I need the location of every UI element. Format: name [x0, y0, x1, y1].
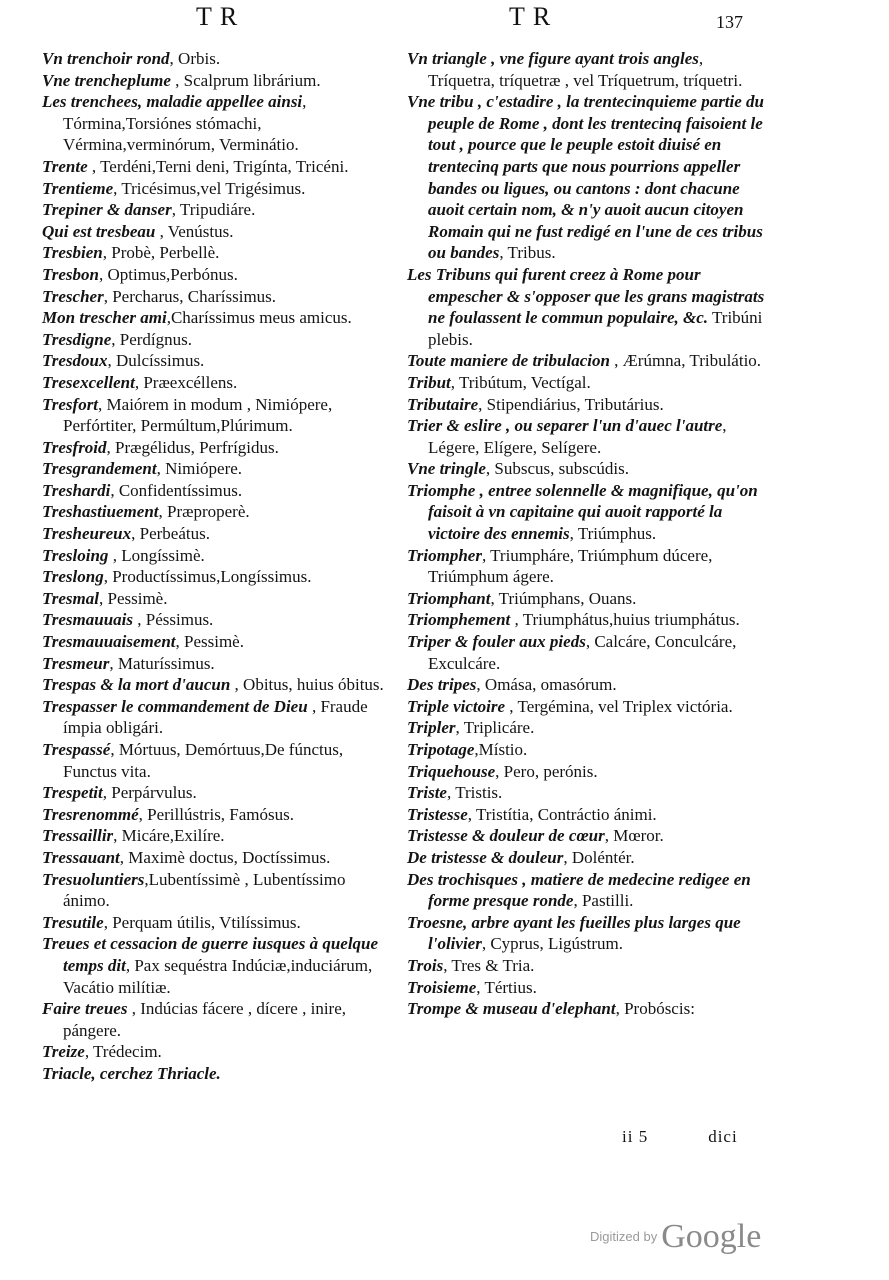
dictionary-entry	[407, 631, 769, 674]
latin-equivalent: Obitus, huius óbitus.	[243, 675, 384, 695]
french-headword: Triomphant	[407, 588, 491, 608]
french-headword: Tresuoluntiers	[42, 869, 145, 889]
french-headword: Tripotage	[407, 740, 475, 759]
dictionary-entry	[42, 825, 387, 847]
entry-separator: ,	[119, 847, 129, 867]
french-headword: Triomphement	[407, 610, 511, 630]
dictionary-entry	[407, 674, 769, 696]
french-headword: Treshardi	[42, 480, 111, 500]
dictionary-entry	[42, 912, 387, 934]
dictionary-entry	[407, 458, 769, 480]
entry-separator: ,	[111, 329, 120, 349]
french-headword: Vn triangle , vne figure ayant trois angles	[407, 49, 699, 68]
entry-separator: ,	[615, 999, 625, 1019]
dictionary-entry	[42, 696, 387, 739]
entry-separator: ,	[155, 221, 168, 241]
french-headword: Treshastiuement	[42, 502, 159, 522]
latin-equivalent: Triúmphans, Ouans.	[498, 588, 637, 608]
dictionary-entry	[42, 458, 387, 480]
latin-equivalent: Tricésimus,vel Trigésimus.	[121, 178, 306, 198]
latin-equivalent: Omása, omasórum.	[484, 675, 617, 695]
dictionary-entry	[407, 91, 769, 264]
french-headword: Triomphe , entree solennelle & magnifique, qu'on faisoit à vn capitaine qui auoit rapporté la victoire des ennemis	[407, 480, 758, 544]
dictionary-entry	[42, 264, 387, 286]
entry-separator: ,	[98, 588, 108, 608]
latin-equivalent: Scalprum librárium.	[183, 70, 321, 90]
latin-equivalent: Percharus, Charíssimus.	[112, 286, 277, 306]
entry-separator: ,	[474, 740, 479, 759]
french-headword: Trentieme	[42, 178, 114, 198]
dictionary-entry	[407, 48, 769, 91]
latin-equivalent: Perbeátus.	[139, 524, 210, 544]
french-headword: Faire treues	[42, 999, 128, 1019]
french-headword: Trespasser le commandement de Dieu	[42, 696, 308, 716]
entry-separator: ,	[102, 783, 112, 803]
entry-separator: ,	[446, 783, 456, 803]
entry-separator: ,	[87, 156, 101, 176]
right-column	[407, 48, 769, 1020]
latin-equivalent: Longíssimè.	[121, 545, 205, 565]
entry-separator: ,	[510, 610, 523, 630]
french-headword: Tresheureux	[42, 524, 132, 544]
dictionary-entry	[42, 674, 387, 696]
dictionary-entry	[42, 221, 387, 243]
entry-separator: ,	[609, 351, 623, 371]
entry-separator: ,	[134, 372, 144, 392]
signature-mark: ii 5	[622, 1127, 649, 1146]
dictionary-entry	[407, 955, 769, 977]
latin-equivalent: Calcáre, Conculcáre, Exculcáre.	[428, 632, 737, 673]
dictionary-entry	[407, 372, 769, 394]
french-headword: Tresmauuaisement	[42, 632, 176, 652]
latin-equivalent: Indúcias fácere , dícere , inire, pángere.	[63, 999, 347, 1040]
french-headword: Toute maniere de tribulacion	[407, 351, 610, 371]
running-head-right: TR	[509, 2, 559, 31]
latin-equivalent: Trédecim.	[93, 1042, 162, 1062]
dictionary-entry	[42, 869, 387, 912]
entry-separator: ,	[476, 977, 485, 997]
latin-equivalent: Productíssimus,Longíssimus.	[112, 567, 312, 587]
entry-separator: ,	[98, 394, 107, 414]
latin-equivalent: Terdéni,Terni deni, Trigínta, Tricéni.	[100, 156, 349, 176]
latin-equivalent: Tres & Tria.	[451, 955, 535, 975]
french-headword: Tripler	[407, 718, 456, 738]
latin-equivalent: Probóscis:	[624, 999, 695, 1019]
dictionary-entry	[407, 609, 769, 631]
entry-separator: ,	[113, 178, 122, 198]
latin-equivalent: Mœror.	[613, 826, 664, 846]
latin-equivalent: Orbis.	[178, 49, 221, 68]
latin-equivalent: Nimiópere.	[165, 459, 243, 479]
french-headword: Treize	[42, 1042, 85, 1062]
french-headword: Des tripes	[407, 675, 477, 695]
french-headword: Tresrenommé	[42, 804, 139, 824]
entry-separator: ,	[103, 286, 113, 306]
dictionary-entry	[42, 804, 387, 826]
latin-equivalent: Micáre,Exilíre.	[121, 826, 225, 846]
running-head-left: TR	[196, 2, 246, 31]
entry-separator: ,	[127, 999, 141, 1019]
latin-equivalent: Tristis.	[455, 783, 503, 803]
watermark-small-text: Digitized by	[590, 1229, 658, 1244]
left-column	[42, 48, 387, 1085]
french-headword: Tresbien	[42, 243, 103, 263]
dictionary-entry	[42, 545, 387, 567]
french-headword: Tresmauuais	[42, 610, 134, 630]
french-headword: Tresgrandement	[42, 459, 157, 479]
catchword: dici	[708, 1127, 738, 1146]
french-headword: Troesne, arbre ayant les fueilles plus larges que l'olivier	[407, 912, 741, 954]
dictionary-entry	[42, 242, 387, 264]
entry-separator: ,	[131, 524, 140, 544]
latin-equivalent: Tértius.	[484, 977, 537, 997]
latin-equivalent: Maiórem in modum , Nimiópere, Perfórtiter, Permúltum,Plúrimum.	[63, 394, 333, 436]
latin-equivalent: Triumphátus,huius triumphátus.	[522, 610, 740, 630]
latin-equivalent: Tribus.	[507, 243, 556, 263]
dictionary-entry	[407, 977, 769, 999]
latin-equivalent: Stipendiárius, Tributárius.	[486, 394, 664, 414]
latin-equivalent: Pero, perónis.	[503, 761, 598, 781]
dictionary-entry	[407, 912, 769, 955]
latin-equivalent: Triúmphus.	[577, 524, 657, 544]
entry-separator: ,	[156, 459, 166, 479]
dictionary-entry	[42, 437, 387, 459]
entry-separator: ,	[84, 1042, 94, 1062]
french-headword: Trente	[42, 156, 88, 176]
entry-separator: ,	[107, 351, 116, 371]
french-headword: Vne tribu , c'estadire , la trentecinquieme partie du peuple de Rome , dont les trentecinq faisoient le tout , pource que le peuple estoit diuisé en trentecinq parts que nous pourrions appeller bandes ou ligues, ou cantons : dont chacune auoit certain nom, & n'y auoit aucun citoyen Romain qui ne fust redigé en l'une de ces tribus ou bandes	[407, 92, 764, 263]
latin-equivalent: Perdígnus.	[119, 329, 193, 349]
dictionary-entry	[42, 523, 387, 545]
french-headword: Qui est tresbeau	[42, 221, 156, 241]
french-headword: Tresutile	[42, 912, 104, 932]
latin-equivalent: Doléntér.	[571, 847, 635, 867]
dictionary-entry	[407, 415, 769, 458]
french-headword: Tristesse	[407, 804, 468, 824]
latin-equivalent: Confidentíssimus.	[118, 480, 243, 500]
entry-separator: ,	[110, 480, 119, 500]
dictionary-entry	[407, 264, 769, 350]
dictionary-entry	[42, 178, 387, 200]
dictionary-entry	[407, 847, 769, 869]
french-headword: Tresexcellent	[42, 372, 135, 392]
french-headword: Triompher	[407, 545, 482, 565]
entry-separator: ,	[481, 545, 491, 565]
french-headword: De tristesse & douleur	[407, 847, 564, 867]
dictionary-entry	[407, 761, 769, 783]
latin-equivalent: Prægélidus, Perfrígidus.	[115, 437, 279, 457]
french-headword: Triquehouse	[407, 761, 496, 781]
dictionary-entry	[407, 350, 769, 372]
dictionary-entry	[42, 480, 387, 502]
entry-separator: ,	[171, 200, 180, 220]
entry-separator: ,	[569, 524, 578, 544]
entry-separator: ,	[499, 243, 508, 263]
latin-equivalent: Optimus,Perbónus.	[107, 264, 238, 284]
dictionary-entry	[42, 588, 387, 610]
entry-separator: ,	[302, 92, 307, 112]
entry-separator: ,	[478, 394, 487, 414]
dictionary-entry	[407, 739, 769, 761]
entry-separator: ,	[722, 416, 727, 436]
entry-separator: ,	[113, 826, 122, 846]
entry-separator: ,	[108, 545, 122, 565]
digitization-watermark	[590, 1218, 761, 1256]
french-headword: Trespassé	[42, 740, 111, 759]
latin-equivalent: Subscus, subscúdis.	[494, 459, 629, 479]
french-headword: Trois	[407, 955, 444, 975]
latin-equivalent: Tripudiáre.	[179, 200, 256, 220]
french-headword: Tresbon	[42, 264, 99, 284]
entry-separator: ,	[103, 567, 113, 587]
french-headword: Tribut	[407, 372, 451, 392]
latin-equivalent: Pax sequéstra Indúciæ,induciárum, Vacátio milítiæ.	[63, 955, 373, 997]
entry-separator: ,	[490, 588, 499, 608]
latin-equivalent: Cyprus, Ligústrum.	[490, 934, 624, 954]
dictionary-entry	[42, 782, 387, 804]
french-headword: Trier & eslire , ou separer l'un d'auec l'autre	[407, 416, 723, 436]
entry-separator: ,	[485, 459, 495, 479]
entry-separator: ,	[170, 70, 184, 90]
french-headword: Mon trescher ami	[42, 308, 167, 328]
french-headword: Tristesse & douleur de cœur	[407, 826, 605, 846]
latin-equivalent: Perpárvulus.	[111, 783, 197, 803]
entry-separator: ,	[103, 912, 113, 932]
latin-equivalent: Tristítia, Contráctio ánimi.	[475, 804, 657, 824]
dictionary-entry	[42, 1063, 387, 1085]
dictionary-entry	[42, 1041, 387, 1063]
french-headword: Troisieme	[407, 977, 477, 997]
latin-equivalent: Maturíssimus.	[117, 653, 215, 673]
entry-separator: ,	[573, 891, 582, 911]
latin-equivalent: Maximè doctus, Doctíssimus.	[128, 847, 331, 867]
entry-separator: ,	[455, 718, 464, 738]
dictionary-entry	[407, 394, 769, 416]
dictionary-entry	[407, 998, 769, 1020]
french-headword: Tresmeur	[42, 653, 110, 673]
dictionary-entry	[42, 609, 387, 631]
entry-separator: ,	[138, 804, 148, 824]
dictionary-entry	[42, 847, 387, 869]
latin-equivalent: Tergémina, vel Triplex victória.	[517, 696, 733, 716]
dictionary-entry	[42, 631, 387, 653]
dictionary-entry	[42, 91, 387, 156]
french-headword: Triple victoire	[407, 696, 506, 716]
dictionary-entry	[42, 501, 387, 523]
entry-separator: ,	[169, 49, 179, 68]
watermark-logo-text: Google	[661, 1218, 762, 1255]
latin-equivalent: Triumpháre, Triúmphum dúcere, Triúmphum ágere.	[428, 545, 713, 587]
latin-equivalent: Præproperè.	[167, 502, 250, 522]
latin-equivalent: Lubentíssimè , Lubentíssimo ánimo.	[63, 869, 346, 911]
french-headword: Des trochisques , matiere de medecine redigee en forme presque ronde	[407, 869, 751, 911]
entry-separator: ,	[230, 675, 244, 695]
french-headword: Tresdoux	[42, 351, 108, 371]
french-headword: Tresfroid	[42, 437, 107, 457]
latin-equivalent: Pessimè.	[107, 588, 168, 608]
french-headword: Triste	[407, 783, 447, 803]
dictionary-entry	[42, 48, 387, 70]
latin-equivalent: Légere, Elígere, Selígere.	[428, 437, 602, 457]
latin-equivalent: Pastilli.	[581, 891, 634, 911]
dictionary-entry	[42, 372, 387, 394]
page-number: 137	[716, 12, 743, 32]
french-headword: Tresloing	[42, 545, 109, 565]
french-headword: Trepiner & danser	[42, 200, 172, 220]
dictionary-entry	[42, 156, 387, 178]
dictionary-entry	[42, 998, 387, 1041]
french-headword: Tressaillir	[42, 826, 114, 846]
dictionary-entry	[407, 782, 769, 804]
french-headword: Tresmal	[42, 588, 99, 608]
entry-separator: ,	[467, 804, 476, 824]
latin-equivalent: Tríquetra, tríquetræ , vel Tríquetrum, tríquetri.	[428, 70, 743, 90]
dictionary-entry	[407, 588, 769, 610]
entry-separator: ,	[476, 675, 485, 695]
latin-equivalent: Péssimus.	[145, 610, 214, 630]
latin-equivalent: Præexcéllens.	[143, 372, 238, 392]
entry-separator: ,	[443, 955, 452, 975]
french-headword: Tributaire	[407, 394, 479, 414]
entry-separator: ,	[166, 308, 171, 328]
entry-separator: ,	[563, 847, 572, 867]
latin-equivalent: Mórtuus, Demórtuus,De fúnctus, Functus vita.	[63, 740, 344, 781]
french-headword: Tresdigne	[42, 329, 112, 349]
dictionary-entry	[407, 480, 769, 545]
entry-separator: ,	[495, 761, 504, 781]
entry-separator: ,	[125, 955, 135, 975]
latin-equivalent: Dulcíssimus.	[116, 351, 205, 371]
entry-separator: ,	[604, 826, 614, 846]
latin-equivalent: Tribúni plebis.	[428, 308, 763, 349]
entry-separator: ,	[106, 437, 116, 457]
french-headword: Treslong	[42, 567, 104, 587]
french-headword: Vne tringle	[407, 459, 486, 479]
dictionary-entry	[42, 70, 387, 92]
french-headword: Tressauant	[42, 847, 120, 867]
latin-equivalent: Probè, Perbellè.	[111, 243, 220, 263]
entry-separator: ,	[505, 696, 518, 716]
french-headword: Trespetit	[42, 783, 103, 803]
dictionary-entry	[42, 394, 387, 437]
dictionary-entry	[42, 286, 387, 308]
latin-equivalent: Perquam útilis, Vtilíssimus.	[112, 912, 301, 932]
french-headword: Les Tribuns qui furent creez à Rome pour empescher & s'opposer que les grans magistrats ne foulassent le commun populaire, &c.	[407, 264, 765, 328]
latin-equivalent: Pessimè.	[184, 632, 244, 652]
french-headword: Vne trencheplume	[42, 70, 171, 90]
latin-equivalent: Místio.	[478, 740, 528, 759]
entry-separator: ,	[158, 502, 167, 522]
french-headword: Trespas & la mort d'aucun	[42, 675, 231, 695]
french-headword: Les trenchees, maladie appellee ainsi	[42, 92, 303, 112]
entry-separator: ,	[585, 632, 595, 652]
dictionary-entry	[42, 307, 387, 329]
entry-separator: ,	[109, 653, 118, 673]
entry-separator: ,	[698, 49, 704, 68]
dictionary-entry	[407, 696, 769, 718]
entry-separator: ,	[144, 869, 149, 889]
dictionary-entry	[42, 933, 387, 998]
dictionary-entry	[42, 653, 387, 675]
dictionary-entry	[42, 329, 387, 351]
latin-equivalent: Fraude ímpia obligári.	[63, 696, 368, 738]
dictionary-entry	[407, 545, 769, 588]
french-headword: Triacle, cerchez Thriacle.	[42, 1063, 221, 1083]
dictionary-entry	[407, 869, 769, 912]
entry-separator: ,	[481, 934, 491, 954]
dictionary-entry	[407, 804, 769, 826]
latin-equivalent: Triplicáre.	[463, 718, 535, 738]
french-headword: Triper & fouler aux pieds	[407, 632, 586, 652]
dictionary-entry	[407, 717, 769, 739]
dictionary-entry	[42, 566, 387, 588]
french-headword: Treues et cessacion de guerre iusques à quelque temps dit	[42, 934, 379, 975]
latin-equivalent: Perillústris, Famósus.	[147, 804, 295, 824]
latin-equivalent: Charíssimus meus amicus.	[170, 308, 352, 328]
latin-equivalent: Tórmina,Torsiónes stómachi, Vérmina,verminórum, Verminátio.	[63, 113, 299, 155]
page-footer	[622, 1127, 738, 1147]
latin-equivalent: Venústus.	[167, 221, 234, 241]
dictionary-entry	[42, 199, 387, 221]
latin-equivalent: Tribútum, Vectígal.	[458, 372, 591, 392]
entry-separator: ,	[133, 610, 146, 630]
entry-separator: ,	[102, 243, 112, 263]
french-headword: Tresfort	[42, 394, 99, 414]
latin-equivalent: Ærúmna, Tribulátio.	[622, 351, 762, 371]
dictionary-entry	[42, 739, 387, 782]
entry-separator: ,	[175, 632, 184, 652]
french-headword: Vn trenchoir rond	[42, 49, 170, 68]
entry-separator: ,	[110, 740, 119, 759]
entry-separator: ,	[450, 372, 459, 392]
dictionary-entry	[42, 350, 387, 372]
entry-separator: ,	[99, 264, 108, 284]
dictionary-entry	[407, 825, 769, 847]
french-headword: Trompe & museau d'elephant	[407, 999, 616, 1019]
entry-separator: ,	[307, 696, 321, 716]
french-headword: Trescher	[42, 286, 104, 306]
